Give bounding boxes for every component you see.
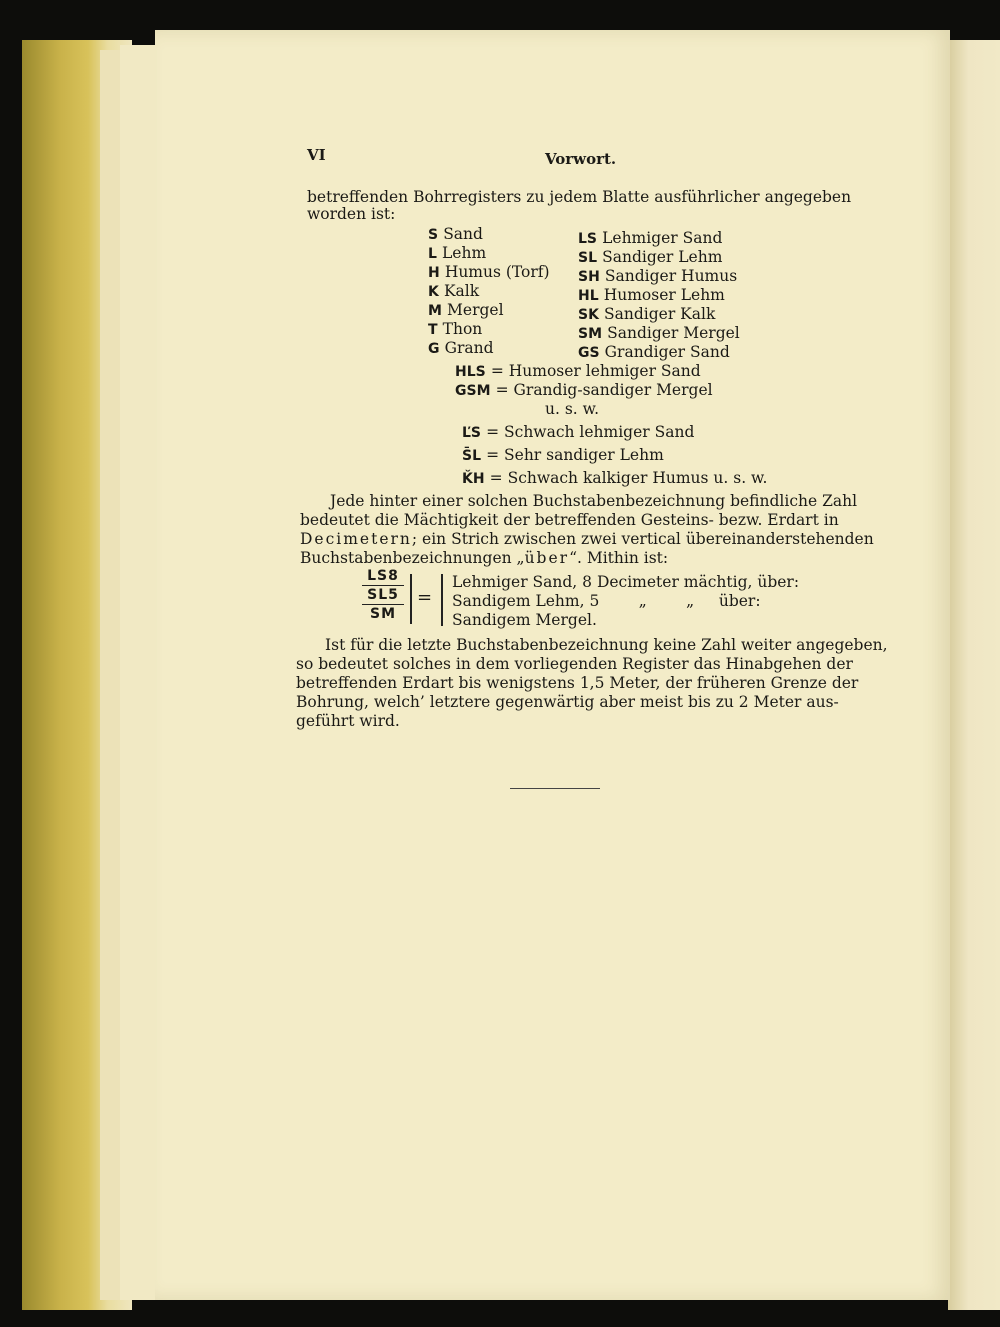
abbrev-code: HL — [578, 288, 599, 304]
abbrev-code: M — [428, 303, 442, 319]
list-item — [428, 319, 482, 338]
list-item — [578, 228, 722, 247]
list-item — [428, 281, 479, 300]
abbrev-label: Sandiger Lehm — [602, 248, 723, 266]
abbrev-label: Grandiger Sand — [604, 343, 730, 361]
example-codes — [362, 568, 404, 622]
example-code-2: SL5 — [362, 586, 404, 605]
abbrev-label: Thon — [442, 320, 483, 338]
abbrev-label: Lehm — [442, 244, 487, 262]
para1-line-2: bedeutet die Mächtigkeit der betreffenden Gesteins- bezw. Erdart in — [300, 511, 839, 529]
list-item — [578, 266, 737, 285]
abbrev-code: SH — [578, 269, 600, 285]
modified-label: = Schwach lehmiger Sand — [486, 423, 695, 441]
page-number: VI — [307, 146, 326, 164]
abbrev-code: GS — [578, 345, 600, 361]
page-title: Vorwort. — [545, 150, 617, 168]
abbrev-code: G — [428, 341, 440, 357]
para1-line-4-c: “. Mithin ist: — [569, 549, 669, 567]
intro-line-2: worden ist: — [307, 205, 396, 223]
modified-code: ǨH — [462, 471, 485, 487]
list-item — [578, 304, 715, 323]
list-item — [578, 342, 730, 361]
abbrev-code: SM — [578, 326, 603, 342]
end-rule — [510, 788, 600, 789]
combined-item — [455, 361, 701, 380]
facing-page-edge — [948, 40, 1000, 1310]
abbrev-code: S — [428, 227, 439, 243]
example-line-2: Sandigem Lehm, 5 „ „ über: — [452, 592, 761, 610]
example-code-1: LS8 — [362, 568, 404, 586]
para2-line-2: so bedeutet solches in dem vorliegenden Register das Hinabgehen der — [296, 655, 853, 673]
modified-code: S̄L — [462, 448, 482, 464]
para2-line-3: betreffenden Erdart bis wenigstens 1,5 Meter, der früheren Grenze der — [296, 674, 859, 692]
abbrev-code: LS — [578, 231, 598, 247]
emphasis-decimetern: Decimetern — [300, 530, 412, 548]
abbrev-label: Sandiger Kalk — [604, 305, 716, 323]
right-brace — [441, 574, 443, 626]
usw-text: u. s. w. — [545, 400, 600, 418]
para1-line-4 — [300, 549, 668, 567]
abbrev-code: K — [428, 284, 439, 300]
abbrev-code: L — [428, 246, 437, 262]
combined-label: = Grandig-sandiger Mergel — [495, 381, 713, 399]
combined-code: GSM — [455, 383, 491, 399]
abbrev-code: SK — [578, 307, 599, 323]
abbrev-code: H — [428, 265, 440, 281]
modified-item — [462, 468, 767, 487]
list-item — [578, 247, 722, 266]
para2-line-1: Ist für die letzte Buchstabenbezeichnung keine Zahl weiter angegeben, — [325, 636, 888, 654]
list-item — [428, 300, 504, 319]
abbrev-label: Kalk — [443, 282, 480, 300]
list-item — [578, 323, 740, 342]
para2-line-4: Bohrung, welch’ letztere gegenwärtig aber meist bis zu 2 Meter aus- — [296, 693, 839, 711]
modified-item — [462, 422, 694, 441]
combined-code: HLS — [455, 364, 486, 380]
modified-code: ĽS — [462, 425, 482, 441]
example-line-1: Lehmiger Sand, 8 Decimeter mächtig, über: — [452, 573, 800, 591]
modified-item — [462, 445, 664, 464]
combined-label: = Humoser lehmiger Sand — [490, 362, 701, 380]
example-line-3: Sandigem Mergel. — [452, 611, 597, 629]
intro-line-1: betreffenden Bohrregisters zu jedem Blatte ausführlicher angegeben — [307, 188, 852, 206]
list-item — [428, 243, 486, 262]
list-item — [428, 262, 550, 281]
abbrev-label: Humus (Torf) — [444, 263, 550, 281]
para1-line-3 — [300, 530, 874, 548]
abbrev-label: Mergel — [447, 301, 504, 319]
combined-item — [455, 380, 713, 399]
abbrev-label: Sandiger Mergel — [607, 324, 740, 342]
abbrev-label: Humoser Lehm — [603, 286, 725, 304]
abbrev-code: T — [428, 322, 438, 338]
modified-label: = Sehr sandiger Lehm — [486, 446, 664, 464]
list-item — [578, 285, 725, 304]
example-equals: = — [417, 587, 433, 608]
emphasis-ueber: über — [524, 549, 570, 567]
abbrev-label: Sand — [443, 225, 483, 243]
para1-line-3-rest: ; ein Strich zwischen zwei vertical übereinanderstehenden — [411, 530, 874, 548]
para1-line-1: Jede hinter einer solchen Buchstabenbezeichnung befindliche Zahl — [330, 492, 858, 510]
para2-line-5: geführt wird. — [296, 712, 400, 730]
example-code-3: SM — [369, 606, 396, 622]
abbrev-label: Lehmiger Sand — [602, 229, 723, 247]
left-brace — [410, 574, 412, 624]
abbrev-code: SL — [578, 250, 598, 266]
modified-label: = Schwach kalkiger Humus u. s. w. — [489, 469, 768, 487]
list-item — [428, 338, 494, 357]
list-item — [428, 224, 483, 243]
para1-line-4-a: Buchstabenbezeichnungen „ — [300, 549, 525, 567]
abbrev-label: Grand — [444, 339, 494, 357]
abbrev-label: Sandiger Humus — [604, 267, 738, 285]
